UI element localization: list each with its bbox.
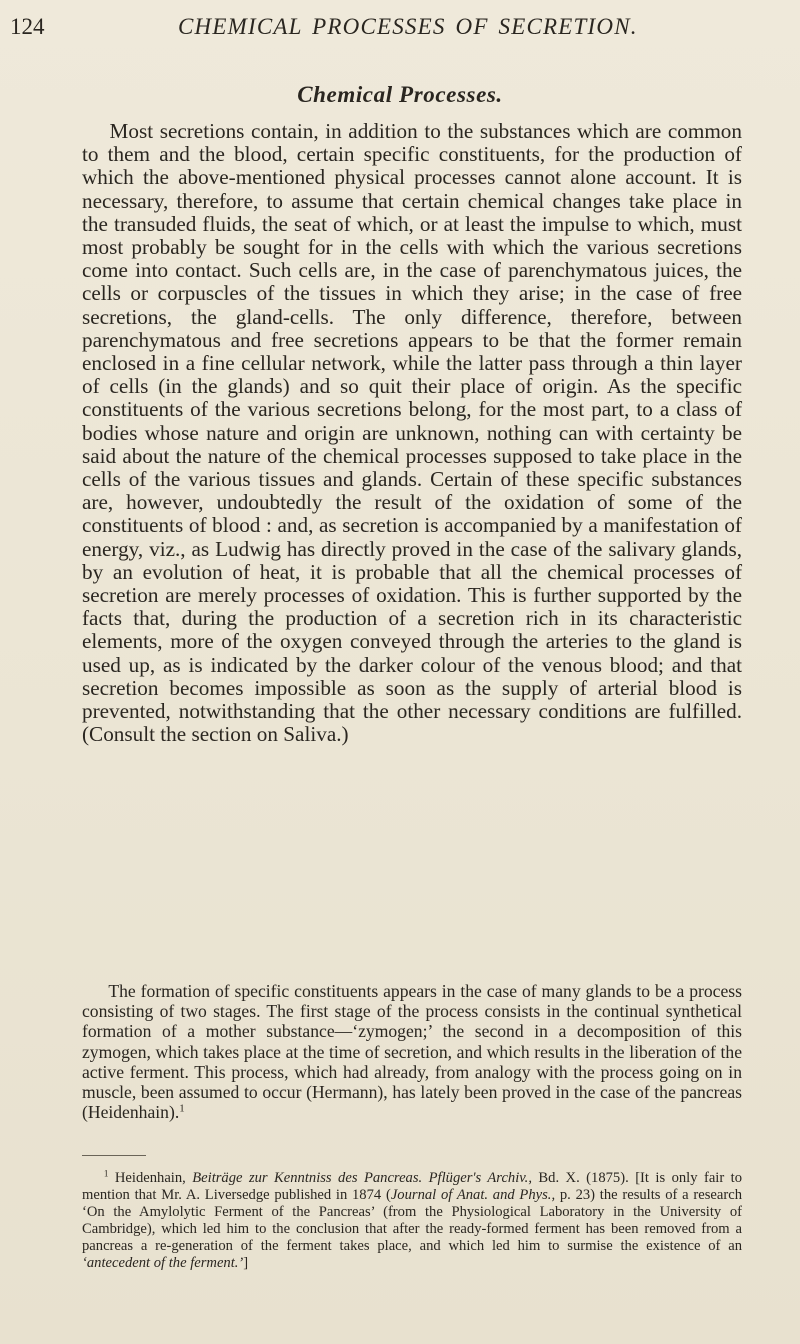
running-title: CHEMICAL PROCESSES OF SECRETION. [178, 14, 638, 39]
section-heading: Chemical Processes. [297, 82, 503, 107]
footnote [82, 1170, 742, 1272]
running-head [0, 10, 800, 50]
footnote-close-bracket: ] [243, 1255, 249, 1271]
footnote-reference: 1 [179, 1102, 185, 1115]
main-paragraph: Most secretions contain, in addition to the substances which are common to them and the blood, certain specific constituents, for the production of which the above-mentioned physical processes cannot alone account. It is necessary, therefore, to assume that certain chemical changes take place in the transuded fluids, the seat of which, or at least the impulse to which, must most probably be sought for in the cells with which the various secretions come into contact. Such cells are, in the case of parenchymatous juices, the cells or corpuscles of the tissues in which they arise; in the case of free secretions, the gland-cells. The only difference, therefore, between parenchymatous and free secretions appears to be that the former remain enclosed in a fine cellular network, while the latter pass through a thin layer of cells (in the glands) and so quit their place of origin. As the specific constituents of the various secretions belong, for the most part, to a class of bodies whose nature and origin are unknown, nothing can with certainty be said about the nature of the chemical processes supposed to take place in the cells of the various tissues and glands. Certain of these specific substances are, however, undoubtedly the result of the oxidation of some of the constituents of blood : and, as secretion is accompanied by a manifestation of energy, viz., as Ludwig has directly proved in the case of the salivary glands, by an evolution of heat, it is probable that all the chemical processes of secretion are merely processes of oxidation. This is further supported by the facts that, during the production of a secretion rich in its characteristic elements, more of the oxygen conveyed through the arteries to the gland is used up, as is indicated by the darker colour of the venous blood; and that secretion becomes impossible as soon as the supply of arterial blood is prevented, notwithstanding that the other necessary conditions are fulfilled. (Consult the section on Saliva.) [82, 119, 742, 747]
small-print-paragraph [82, 981, 742, 1122]
footnote-marker: 1 [103, 1168, 109, 1179]
footnote-note-text: [It is only fair to mention that Mr. A. Liversedge published in 1874 ( [82, 1170, 743, 1203]
footnote-citation-details: Bd. X. (1875). [538, 1170, 629, 1186]
page-number: 124 [10, 14, 45, 39]
footnote-journal: Pflüger's Archiv., [428, 1170, 532, 1186]
footnote-note-journal: Journal of Anat. and Phys., [390, 1187, 556, 1203]
footnote-divider [82, 1155, 146, 1156]
footnote-note-quote: ‘antecedent of the ferment.’ [82, 1255, 244, 1271]
footnote-note-text-continued: p. 23) the results of a research ‘On the Amylolytic Ferment of the Pancreas’ (from the Physiological Laboratory in the University of Cambridge), which led him to the conclusion that after the ready-formed ferment has been removed from a pancreas a re-generation of the ferment takes place, and which led him to surmise the existence of an [82, 1187, 742, 1254]
footnote-work-title: Beiträge zur Kenntniss des Pancreas. [192, 1170, 423, 1186]
small-print-text: The formation of specific constituents appears in the case of many glands to be a process consisting of two stages. The first stage of the process consists in the continual synthetical formation of a mother substance—‘zymogen;’ the second in a decomposition of this zymogen, which takes place at the time of secretion, and which results in the liberation of the active ferment. This process, which had already, from analogy with the process going on in muscle, been assumed to occur (Hermann), has lately been proved in the case of the pancreas (Heidenhain). [82, 981, 742, 1123]
footnote-author: Heidenhain, [114, 1170, 186, 1186]
